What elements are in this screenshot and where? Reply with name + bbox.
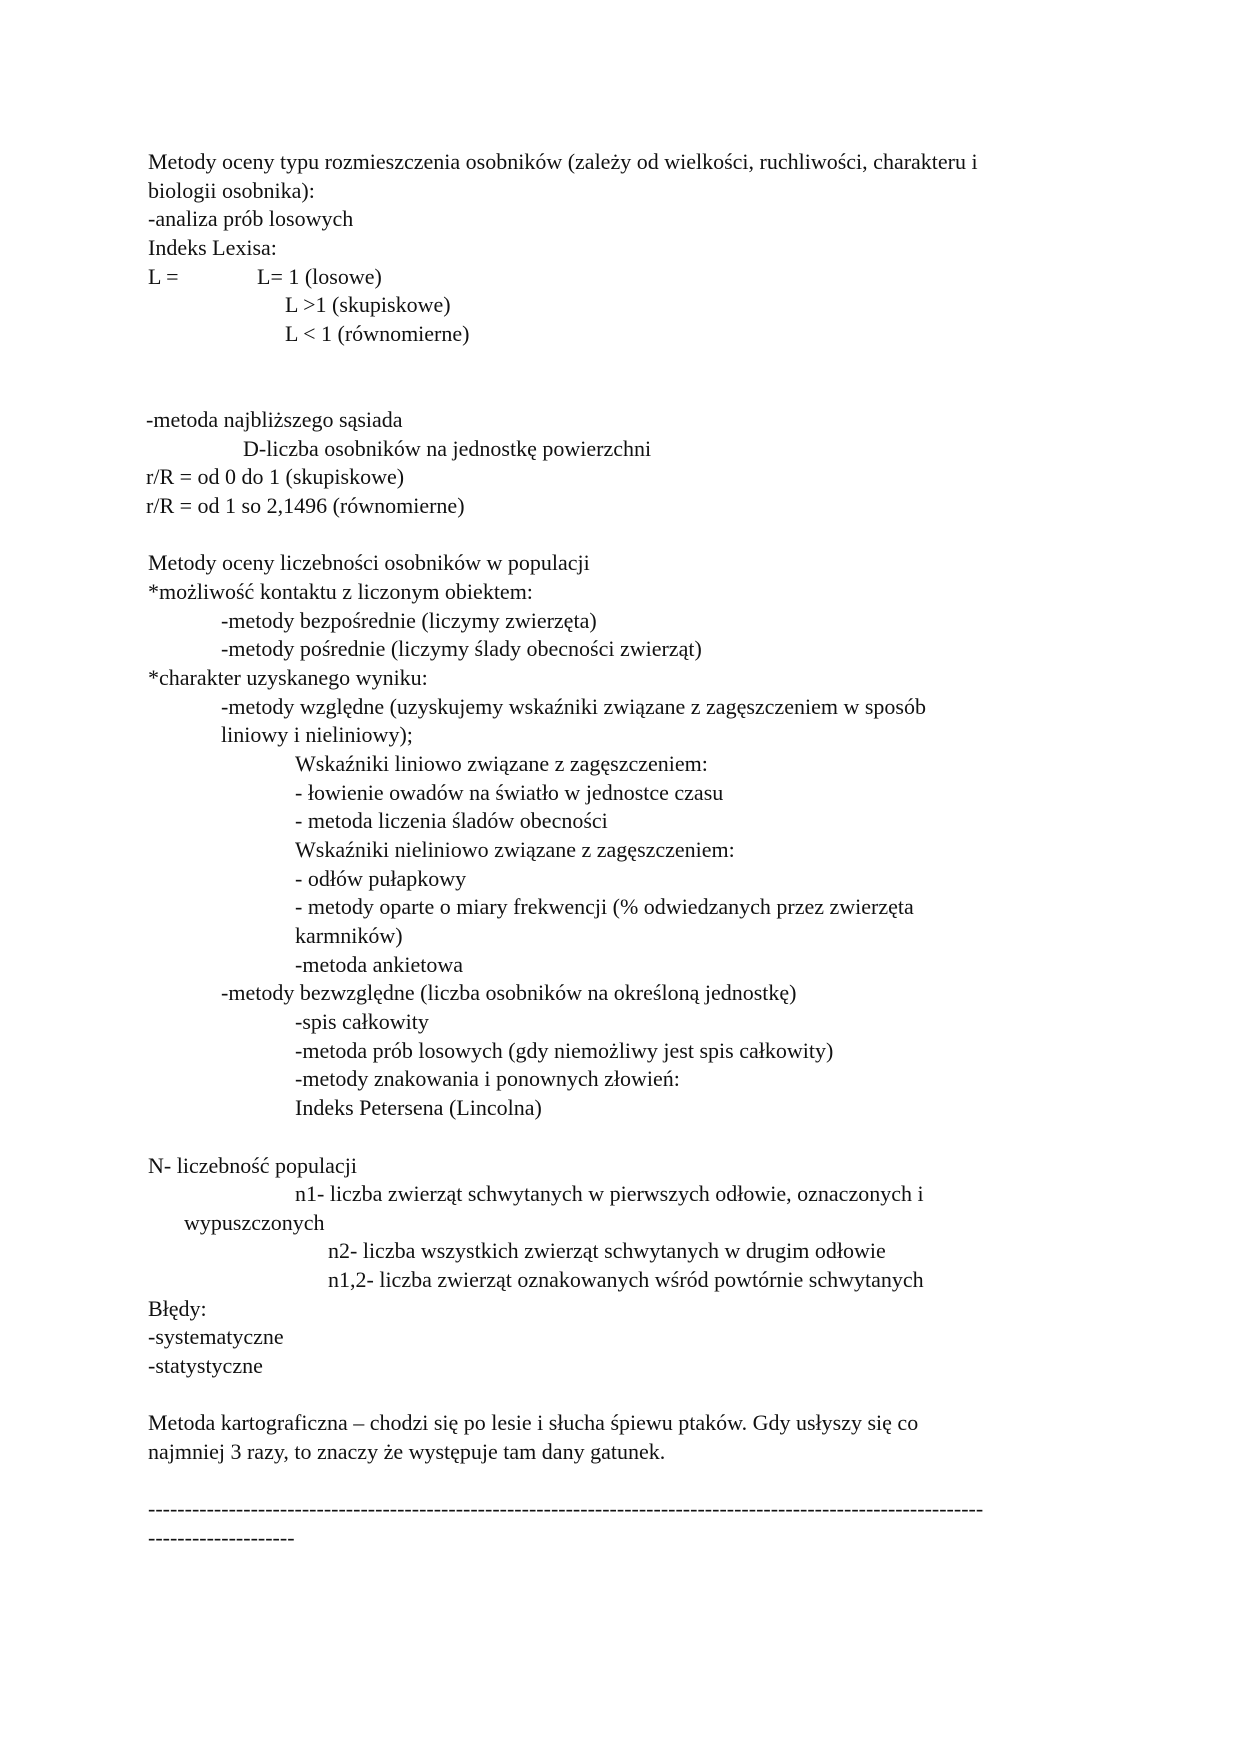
formula-label: L = <box>148 264 179 289</box>
text-line: -metody znakowania i ponownych złowień: <box>295 1066 680 1091</box>
text-line: -metoda ankietowa <box>295 952 463 977</box>
text-line: - metoda liczenia śladów obecności <box>295 808 608 833</box>
text-line: -spis całkowity <box>295 1009 429 1034</box>
text-line: - odłów pułapkowy <box>295 866 467 891</box>
text-line: Metody oceny typu rozmieszczenia osobników (zależy od wielkości, ruchliwości, charakteru i <box>148 149 978 174</box>
text-line: - metody oparte o miary frekwencji (% odwiedzanych przez zwierzęta <box>295 894 914 919</box>
text-line: r/R = od 0 do 1 (skupiskowe) <box>146 464 405 489</box>
text-line: -statystyczne <box>148 1353 263 1378</box>
text-line: Indeks Petersena (Lincolna) <box>295 1095 542 1120</box>
text-line: L= 1 (losowe) <box>257 264 382 289</box>
text-line: Wskaźniki liniowo związane z zagęszczeniem: <box>295 751 708 776</box>
text-line: karmników) <box>295 923 403 948</box>
text-line: Błędy: <box>148 1296 207 1321</box>
dashed-separator: -------------------- <box>148 1525 295 1550</box>
text-line: *charakter uzyskanego wyniku: <box>148 665 428 690</box>
text-line: L < 1 (równomierne) <box>285 321 470 346</box>
text-line: n1- liczba zwierząt schwytanych w pierwszych odłowie, oznaczonych i <box>295 1181 924 1206</box>
section-heading: Metody oceny liczebności osobników w populacji <box>148 550 590 575</box>
text-line: wypuszczonych <box>184 1210 325 1235</box>
text-line: -metody bezwzględne (liczba osobników na określoną jednostkę) <box>221 980 797 1005</box>
text-line: -metody względne (uzyskujemy wskaźniki związane z zagęszczeniem w sposób <box>221 694 926 719</box>
text-line: - łowienie owadów na światło w jednostce czasu <box>295 780 724 805</box>
text-line: n2- liczba wszystkich zwierząt schwytanych w drugim odłowie <box>328 1238 886 1263</box>
text-line: liniowy i nieliniowy); <box>221 722 413 747</box>
text-line: -metody bezpośrednie (liczymy zwierzęta) <box>221 608 597 633</box>
text-line: Metoda kartograficzna – chodzi się po lesie i słucha śpiewu ptaków. Gdy usłyszy się co <box>148 1410 919 1435</box>
text-line: *możliwość kontaktu z liczonym obiektem: <box>148 579 533 604</box>
text-line: -analiza prób losowych <box>148 206 354 231</box>
text-line: N- liczebność populacji <box>148 1153 357 1178</box>
text-line: D-liczba osobników na jednostkę powierzchni <box>243 436 652 461</box>
text-line: L >1 (skupiskowe) <box>285 292 451 317</box>
text-line: n1,2- liczba zwierząt oznakowanych wśród powtórnie schwytanych <box>328 1267 924 1292</box>
text-line: biologii osobnika): <box>148 178 315 203</box>
text-line: -metoda najbliższego sąsiada <box>146 407 403 432</box>
text-line: najmniej 3 razy, to znaczy że występuje tam dany gatunek. <box>148 1439 666 1464</box>
dashed-separator: ------------------------------------------------------------------------------------------------------------------ <box>148 1496 984 1521</box>
text-line: -metoda prób losowych (gdy niemożliwy jest spis całkowity) <box>295 1038 834 1063</box>
text-line: r/R = od 1 so 2,1496 (równomierne) <box>146 493 465 518</box>
text-line: -metody pośrednie (liczymy ślady obecności zwierząt) <box>221 636 702 661</box>
text-line: -systematyczne <box>148 1324 284 1349</box>
text-line: Indeks Lexisa: <box>148 235 277 260</box>
text-line: Wskaźniki nieliniowo związane z zagęszczeniem: <box>295 837 735 862</box>
